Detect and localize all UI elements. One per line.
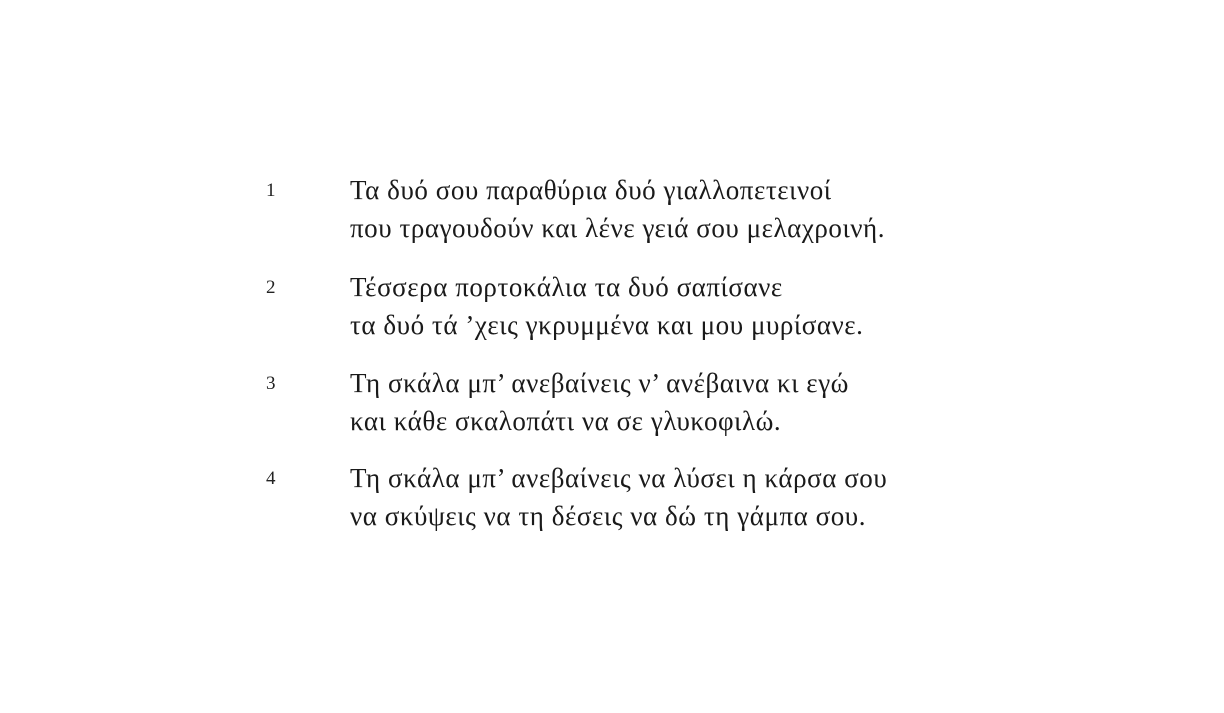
stanza-number: 2 (266, 277, 276, 298)
stanza-3 (0, 367, 1224, 447)
verse-line: Τη σκάλα μπ’ ανεβαίνεις να λύσει η κάρσα σου (350, 463, 888, 493)
stanza-4 (0, 462, 1224, 542)
stanza-2 (0, 271, 1224, 351)
stanza-number: 4 (266, 468, 276, 489)
verse-line: Τέσσερα πορτοκάλια τα δυό σαπίσανε (350, 272, 783, 302)
verse-line: που τραγουδούν και λένε γειά σου μελαχροινή. (350, 213, 886, 243)
verse-line: Τα δυό σου παραθύρια δυό γιαλλοπετεινοί (350, 175, 832, 205)
verse-line: και κάθε σκαλοπάτι να σε γλυκοφιλώ. (350, 406, 782, 436)
stanza-number: 3 (266, 373, 276, 394)
verse-line: τα δυό τά ’χεις γκρυμμένα και μου μυρίσανε. (350, 310, 864, 340)
stanza-1 (0, 174, 1224, 254)
verse-line: να σκύψεις να τη δέσεις να δώ τη γάμπα σου. (350, 501, 867, 531)
verse-line: Τη σκάλα μπ’ ανεβαίνεις ν’ ανέβαινα κι εγώ (350, 368, 850, 398)
stanza-number: 1 (266, 180, 276, 201)
